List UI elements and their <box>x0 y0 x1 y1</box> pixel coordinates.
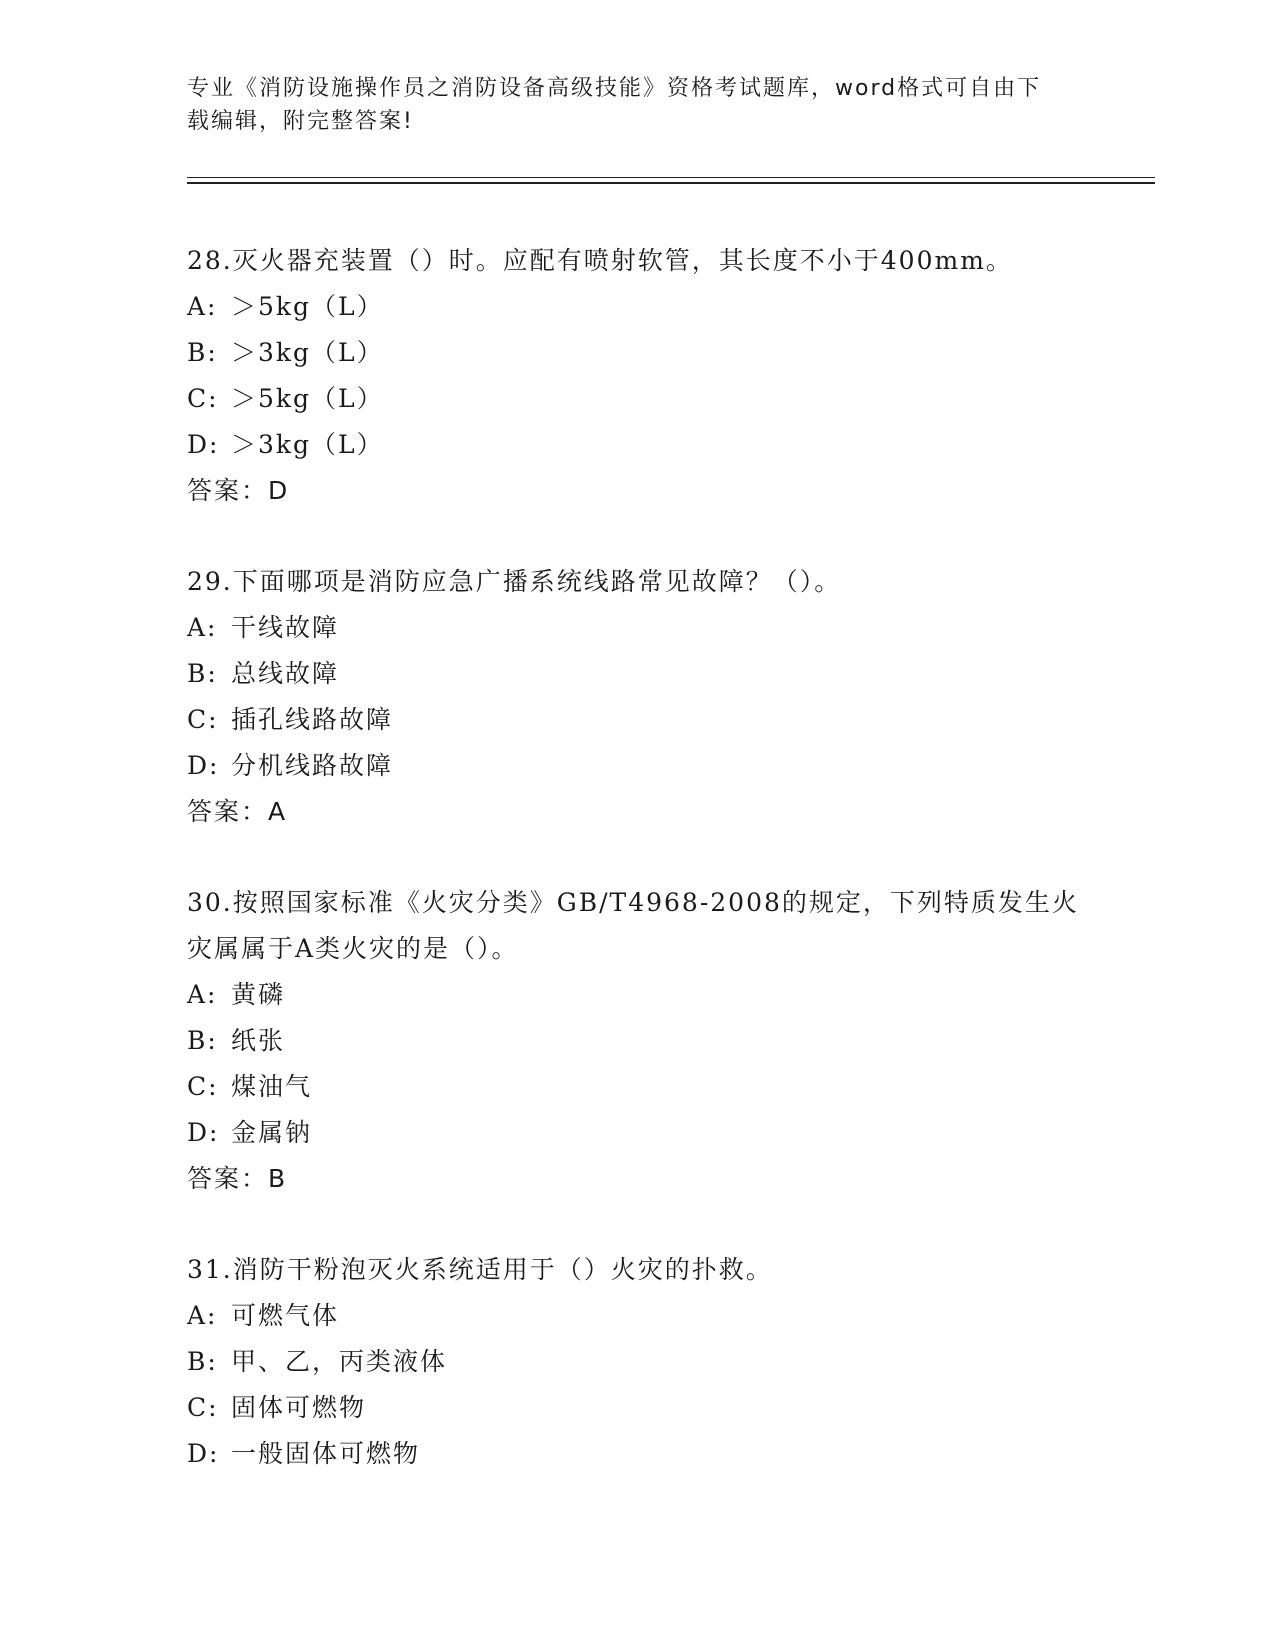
option-c <box>187 1064 1087 1110</box>
header-divider-thin <box>187 177 1155 178</box>
answer-line: 答案：B <box>187 1164 288 1193</box>
question-stem: 消防干粉泡灭火系统适用于（）火灾的扑救。 <box>232 1255 773 1284</box>
question-29 <box>187 559 1087 835</box>
question-stem: 下面哪项是消防应急广播系统线路常见故障？（）。 <box>232 567 842 596</box>
option-text: 固体可燃物 <box>231 1393 367 1422</box>
option-letter: C: <box>187 384 219 413</box>
question-number: 29. <box>187 567 233 596</box>
option-text: 一般固体可燃物 <box>231 1439 421 1468</box>
option-d <box>187 422 1087 468</box>
question-text <box>187 1247 1087 1293</box>
option-text: 总线故障 <box>231 659 340 688</box>
option-letter: B: <box>187 1347 218 1376</box>
option-letter: B: <box>187 338 218 367</box>
option-letter: C: <box>187 1393 219 1422</box>
answer-line: 答案：D <box>187 476 290 505</box>
option-letter: B: <box>187 659 218 688</box>
option-letter: A: <box>187 613 218 642</box>
question-list <box>187 238 1087 1522</box>
question-number: 28. <box>187 246 233 275</box>
option-text: 黄磷 <box>231 980 286 1009</box>
option-text: 纸张 <box>231 1026 286 1055</box>
option-letter: A: <box>187 980 218 1009</box>
option-b <box>187 330 1087 376</box>
option-text: ＞5kg（L） <box>231 292 384 321</box>
option-text: 插孔线路故障 <box>231 705 394 734</box>
option-text: ＞3kg（L） <box>231 430 384 459</box>
option-d <box>187 743 1087 789</box>
option-letter: C: <box>187 705 219 734</box>
option-b <box>187 651 1087 697</box>
option-c <box>187 697 1087 743</box>
header-line-2: 载编辑，附完整答案! <box>187 109 414 134</box>
question-stem: 按照国家标准《火灾分类》GB/T4968-2008的规定，下列特质发生火灾属属于A类火灾的是（）。 <box>187 888 1079 963</box>
option-letter: D: <box>187 430 220 459</box>
question-31 <box>187 1247 1087 1477</box>
option-text: 干线故障 <box>231 613 340 642</box>
option-d <box>187 1431 1087 1477</box>
document-header <box>187 72 1067 138</box>
question-stem: 灭火器充装置（）时。应配有喷射软管，其长度不小于400mm。 <box>232 246 1013 275</box>
question-text <box>187 880 1087 972</box>
option-letter: B: <box>187 1026 218 1055</box>
option-text: 甲、乙，丙类液体 <box>231 1347 448 1376</box>
header-line-1: 专业《消防设施操作员之消防设备高级技能》资格考试题库，word格式可自由下 <box>187 76 1042 101</box>
answer-line: 答案：A <box>187 797 288 826</box>
question-text <box>187 238 1087 284</box>
option-text: 分机线路故障 <box>231 751 394 780</box>
option-a <box>187 284 1087 330</box>
option-letter: A: <box>187 292 218 321</box>
option-d <box>187 1110 1087 1156</box>
header-divider-thick <box>187 182 1155 184</box>
option-b <box>187 1339 1087 1385</box>
option-text: 金属钠 <box>231 1118 313 1147</box>
question-30 <box>187 880 1087 1202</box>
question-text <box>187 559 1087 605</box>
question-28 <box>187 238 1087 514</box>
question-number: 31. <box>187 1255 233 1284</box>
option-letter: C: <box>187 1072 219 1101</box>
option-letter: A: <box>187 1301 218 1330</box>
option-a <box>187 1293 1087 1339</box>
option-a <box>187 972 1087 1018</box>
option-c <box>187 376 1087 422</box>
option-text: 可燃气体 <box>231 1301 340 1330</box>
option-a <box>187 605 1087 651</box>
option-text: ＞5kg（L） <box>231 384 384 413</box>
question-number: 30. <box>187 888 233 917</box>
option-text: 煤油气 <box>231 1072 313 1101</box>
option-letter: D: <box>187 1439 220 1468</box>
option-letter: D: <box>187 751 220 780</box>
option-b <box>187 1018 1087 1064</box>
option-c <box>187 1385 1087 1431</box>
option-text: ＞3kg（L） <box>231 338 384 367</box>
option-letter: D: <box>187 1118 220 1147</box>
